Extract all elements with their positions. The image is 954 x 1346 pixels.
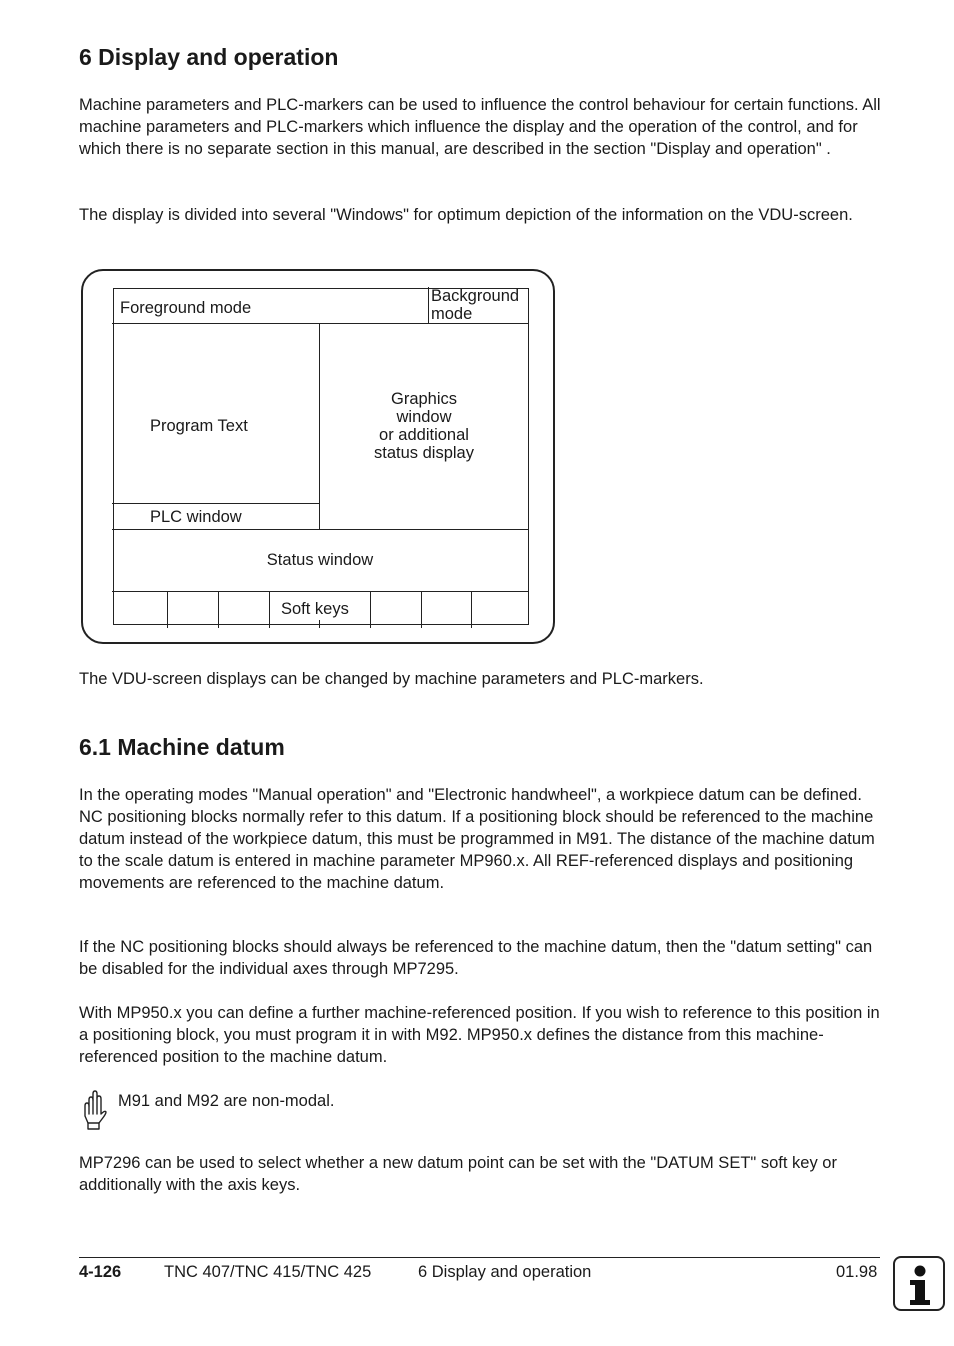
subsection-title: 6.1 Machine datum [79,734,285,760]
section-title: 6 Display and operation [79,44,339,70]
background-mode-label-2: mode [431,305,473,323]
intro-paragraph: Machine parameters and PLC-markers can be used to influence the control behaviour for certain functions. All machine parameters and PLC-markers which influence the display and the operation of the control, and for which there is no separate section in this manual, are described in the section "Display and operation" . [79,96,881,158]
program-text-label: Program Text [150,417,248,435]
plc-window-label: PLC window [150,508,242,526]
machine-datum-paragraph-2: If the NC positioning blocks should always be referenced to the machine datum, then the "datum setting" can be disabled for the individual axes through MP7295. [79,938,873,978]
foreground-mode-label: Foreground mode [120,299,252,317]
note-text: M91 and M92 are non-modal. [118,1092,335,1110]
footer-page-number: 4-126 [79,1263,122,1281]
footer-chapter: 6 Display and operation [418,1263,592,1281]
status-window-label: Status window [266,551,374,569]
background-mode-label-1: Background [431,287,520,305]
after-diagram-paragraph: The VDU-screen displays can be changed by machine parameters and PLC-markers. [79,670,704,688]
machine-datum-paragraph-4: MP7296 can be used to select whether a new datum point can be set with the "DATUM SET" soft key or additionally with the axis keys. [79,1154,837,1194]
footer-rule [79,1257,880,1258]
footer-date: 01.98 [836,1263,878,1281]
soft-keys-label: Soft keys [281,600,349,618]
machine-datum-paragraph-1: In the operating modes "Manual operation" and "Electronic handwheel", a workpiece datum can be defined. NC positioning blocks normally refer to this datum. If a positioning block should be referenced to the machine datum instead of the workpiece datum, this must be programmed in M91. The distance of the machine datum to the scale datum is entered in machine parameter MP960.x. All REF-referenced displays and positioning movements are referenced to the machine datum. [79,786,875,892]
graphics-window-label: Graphics window or additional status display [374,390,474,462]
note-hand-icon [77,1088,107,1130]
windows-paragraph: The display is divided into several "Windows" for optimum depiction of the information on the VDU-screen. [79,206,853,224]
info-icon [893,1256,945,1311]
machine-datum-paragraph-3: With MP950.x you can define a further machine-referenced position. If you wish to reference to this position in a positioning block, you must program it in with M92. MP950.x defines the distance from this machine-referenced position to the machine datum. [79,1004,880,1066]
footer-model: TNC 407/TNC 415/TNC 425 [164,1263,372,1281]
